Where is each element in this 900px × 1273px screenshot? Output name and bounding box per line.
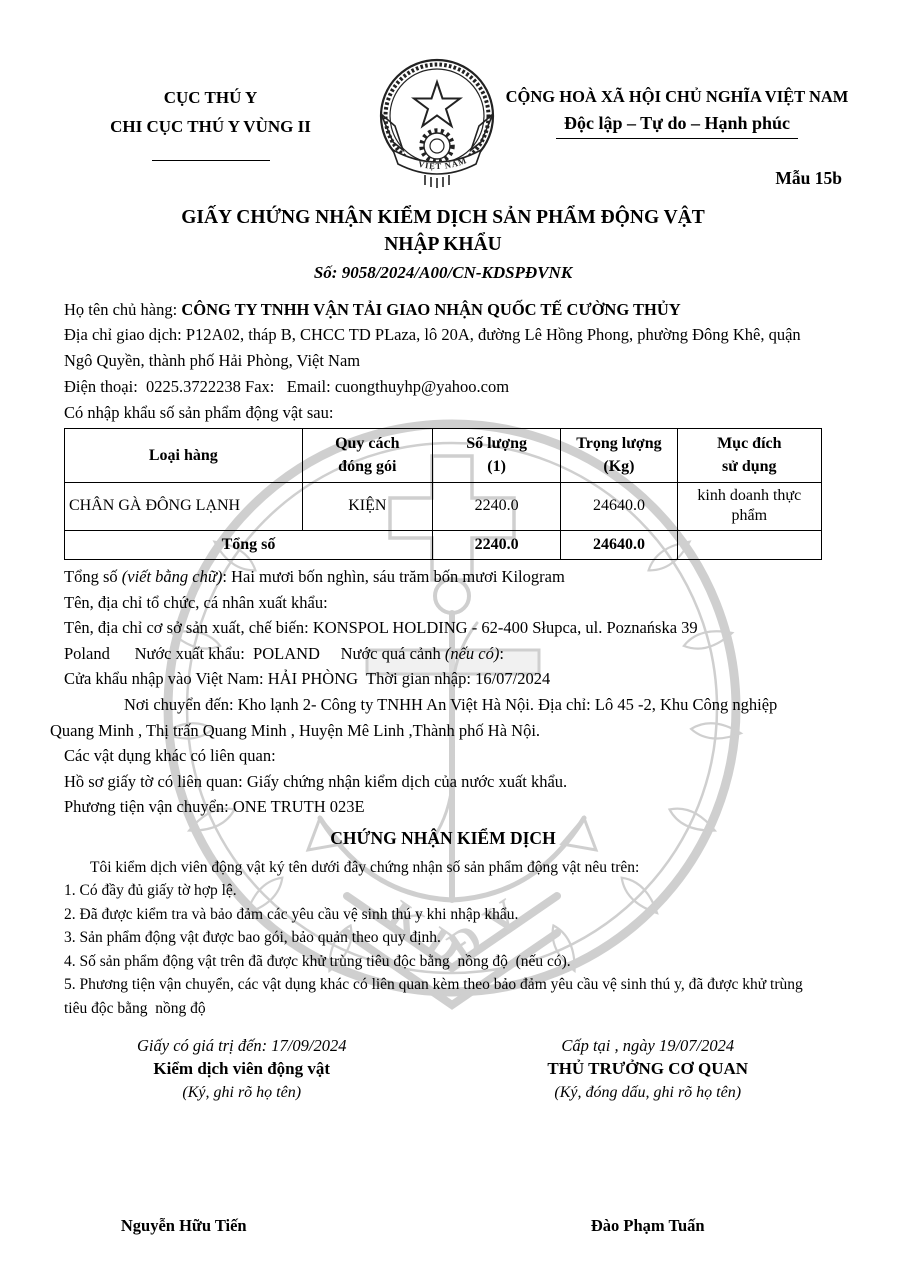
certification-intro: Tôi kiểm dịch viên động vật ký tên dưới đây chứng nhận số sản phẩm động vật nêu trên: [90,858,640,876]
transport-line: Phương tiện vận chuyển: ONE TRUTH 023E [64,797,365,817]
col-header-item: Loại hàng [65,429,303,482]
goods-table [64,428,822,560]
issue-date: Cấp tại , ngày 19/07/2024 [561,1036,735,1056]
head-name: Đào Phạm Tuấn [590,1216,705,1236]
shipment-details-block [50,564,822,820]
certification-heading: CHỨNG NHẬN KIỂM DỊCH [330,827,556,848]
col-header-quantity: Số lượng (1) [432,429,560,482]
agency-underline [152,158,270,161]
total-in-words-line: Tổng số (viết bằng chữ): Hai mươi bốn nghìn, sáu trăm bốn mươi Kilogram [64,567,565,587]
entry-port-line: Cửa khẩu nhập vào Việt Nam: HẢI PHÒNG Thời gian nhập: 16/07/2024 [64,669,551,689]
col-header-weight: Trọng lượng (Kg) [561,429,677,482]
form-number: Mẫu 15b [775,168,842,188]
agency-name: CHI CỤC THÚ Y VÙNG II [110,116,311,136]
cell-weight: 24640.0 [561,482,677,531]
emblem-banner-text: VIỆT NAM [417,155,469,172]
cog-icon [422,131,453,162]
owner-address-line: Địa chỉ giao dịch: P12A02, tháp B, CHCC TD PLaza, lô 20A, đường Lê Hồng Phong, phường Đông Khê, quận Ngô Quyền, thành phố Hải Phòng, Việt Nam [64,325,805,371]
validity-date: Giấy có giá trị đến: 17/09/2024 [137,1036,347,1056]
total-quantity: 2240.0 [432,531,560,560]
document-body [0,204,900,1236]
inspector-title: Kiểm dịch viên động vật [153,1059,331,1079]
cell-quantity: 2240.0 [432,482,560,531]
signature-blocks [64,1036,822,1104]
inspector-sign-note: (Ký, ghi rõ họ tên) [182,1083,302,1101]
head-signature-block [473,1036,822,1104]
certification-item: 3. Sản phẩm động vật được bao gói, bảo quản theo quy định. [64,929,441,947]
documents-line: Hồ sơ giấy tờ có liên quan: Giấy chứng nhận kiểm dịch của nước xuất khẩu. [64,771,568,791]
star-icon [414,82,460,126]
producer-line: Tên, địa chỉ cơ sở sản xuất, chế biến: KONSPOL HOLDING - 62-400 Słupca, ul. Poznańska 39 [64,618,698,638]
signer-names [64,1216,822,1236]
national-motto-block [478,84,876,139]
cell-item: CHÂN GÀ ĐÔNG LẠNH [65,482,303,531]
certification-item: 5. Phương tiện vận chuyển, các vật dụng khác có liên quan kèm theo bảo đảm yêu cầu vệ sinh thú y, đã được khử trùng tiêu độc bằng nồng độ [64,976,807,1017]
cell-packing: KIỆN [302,482,432,531]
document-title-line1: GIẤY CHỨNG NHẬN KIỂM DỊCH SẢN PHẨM ĐỘNG VẬT [181,207,705,228]
table-total-row [65,531,822,560]
inspector-signature-block [82,1036,401,1104]
destination-line: Nơi chuyển đến: Kho lạnh 2- Công ty TNHH An Việt Hà Nội. Địa chỉ: Lô 45 -2, Khu Công nghiệp Quang Minh , Thị trấn Quang Minh , Huyện Mê Linh ,Thành phố Hà Nội. [50,695,782,740]
head-title: THỦ TRƯỞNG CƠ QUAN [547,1059,749,1079]
total-weight: 24640.0 [561,531,677,560]
table-header-row [65,429,822,482]
col-header-packing: Quy cách đóng gói [302,429,432,482]
owner-label: Họ tên chủ hàng: [64,299,182,319]
certification-items [64,879,822,1020]
agency-parent: CỤC THÚ Y [163,88,258,107]
certification-item: 2. Đã được kiểm tra và bảo đảm các yêu cầu vệ sinh thú y khi nhập khẩu. [64,905,519,923]
col-header-purpose: Mục đích sử dụng [677,429,821,482]
total-label: Tổng số [65,531,433,560]
certificate-number: Số: 9058/2024/A00/CN-KDSPĐVNK [313,262,573,282]
national-motto: Độc lập – Tự do – Hạnh phúc [556,110,798,140]
issuing-agency-block [58,84,363,171]
owner-name-line [64,297,822,323]
certification-item: 1. Có đầy đủ giấy tờ hợp lệ. [64,882,237,900]
related-items-line: Các vật dụng khác có liên quan: [64,746,276,766]
owner-contact-line: Điện thoại: 0225.3722238 Fax: Email: cuongthuyhp@yahoo.com [64,376,510,396]
owner-company-name: CÔNG TY TNHH VẬN TẢI GIAO NHẬN QUỐC TẾ CƯỜNG THỦY [181,299,681,319]
certification-item: 4. Số sản phẩm động vật trên đã được khử trùng tiêu độc bằng nồng độ (nếu có). [64,952,571,970]
cell-purpose: kinh doanh thực phẩm [677,482,821,531]
head-sign-note: (Ký, đóng dấu, ghi rõ họ tên) [554,1083,742,1101]
country-name: CỘNG HOÀ XÃ HỘI CHỦ NGHĨA VIỆT NAM [505,87,849,106]
document-title-line2: NHẬP KHẨU [384,234,502,256]
owner-info-block [64,297,822,426]
exporter-line: Tên, địa chỉ tổ chức, cá nhân xuất khẩu: [64,592,328,612]
watermark-band-text: KDĐV [379,882,539,982]
total-purpose-empty [677,531,821,560]
document-title-block [64,204,822,283]
export-country-line: Poland Nước xuất khẩu: POLAND Nước quá cảnh (nếu có): [64,643,504,663]
goods-intro-line: Có nhập khẩu số sản phẩm động vật sau: [64,402,334,422]
table-row [65,482,822,531]
document-header [0,0,900,198]
inspector-name: Nguyễn Hữu Tiến [120,1216,247,1236]
